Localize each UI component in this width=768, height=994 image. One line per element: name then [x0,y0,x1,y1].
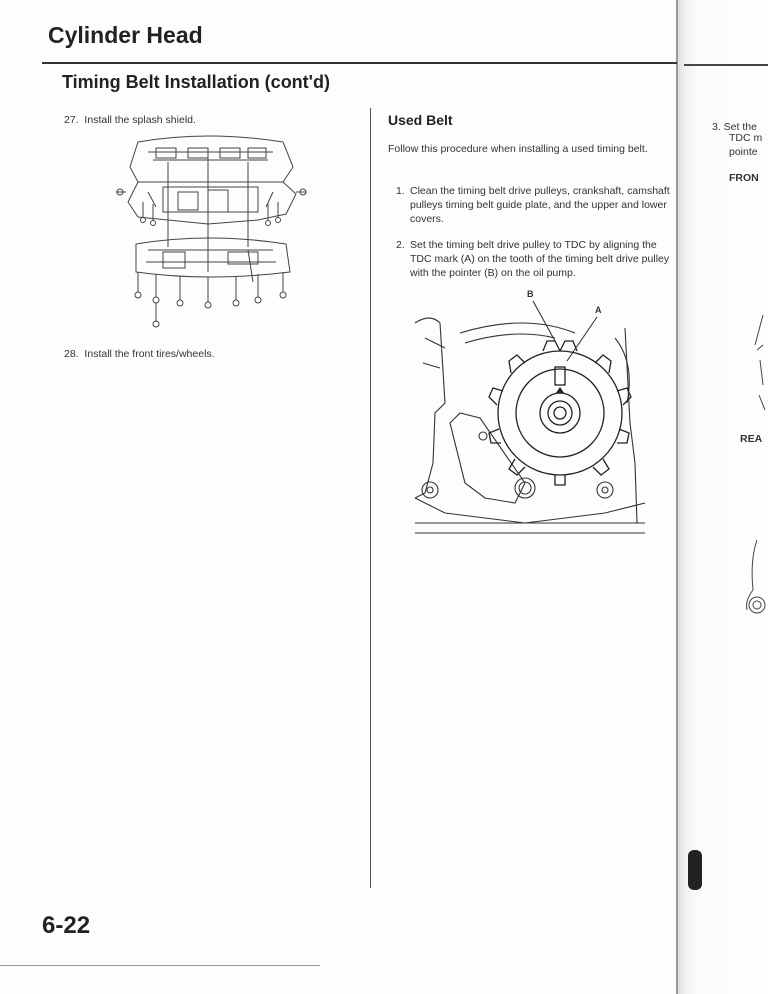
step-27-text: 27. Install the splash shield. [64,114,196,126]
header-rule [42,62,677,64]
subsection-title: Timing Belt Installation (cont'd) [62,72,330,92]
page-gutter-edge [676,0,678,994]
step-2-number: 2. [396,239,405,251]
footer-rule [0,965,320,966]
right-step-3-line1: 3. Set the [712,121,757,133]
tdc-mark [556,387,564,393]
used-belt-heading: Used Belt [388,112,453,128]
partial-diagram-next-page [735,300,768,630]
right-label-front: FRON [729,172,759,184]
callout-b: B [527,289,534,299]
right-step-3-line2: TDC m [729,132,763,144]
right-label-rear: REA [740,433,763,445]
column-divider [370,108,371,888]
step-1-number: 1. [396,185,405,197]
used-belt-intro: Follow this procedure when installing a used timing belt. [388,143,648,155]
splash-shield-illustration [108,132,313,330]
section-title: Cylinder Head [48,22,203,48]
callout-a: A [595,305,602,315]
step-1-text: Clean the timing belt drive pulleys, crankshaft, camshaft pulleys timing belt guide plate, and the upper and lower covers. [410,185,670,225]
step-2-text: Set the timing belt drive pulley to TDC by aligning the TDC mark (A) on the tooth of the timing belt drive pulley with the pointer (B) on the oil pump. [410,239,670,279]
step-2 [396,238,672,280]
header-rule-next-page [684,64,768,66]
step-28-text: 28. Install the front tires/wheels. [64,348,215,360]
timing-pulley-diagram [405,283,655,538]
step-1 [396,184,672,226]
right-step-3-line3: pointe [729,146,758,158]
binding-shadow-mark [688,850,702,890]
page-number: 6-22 [42,912,91,939]
